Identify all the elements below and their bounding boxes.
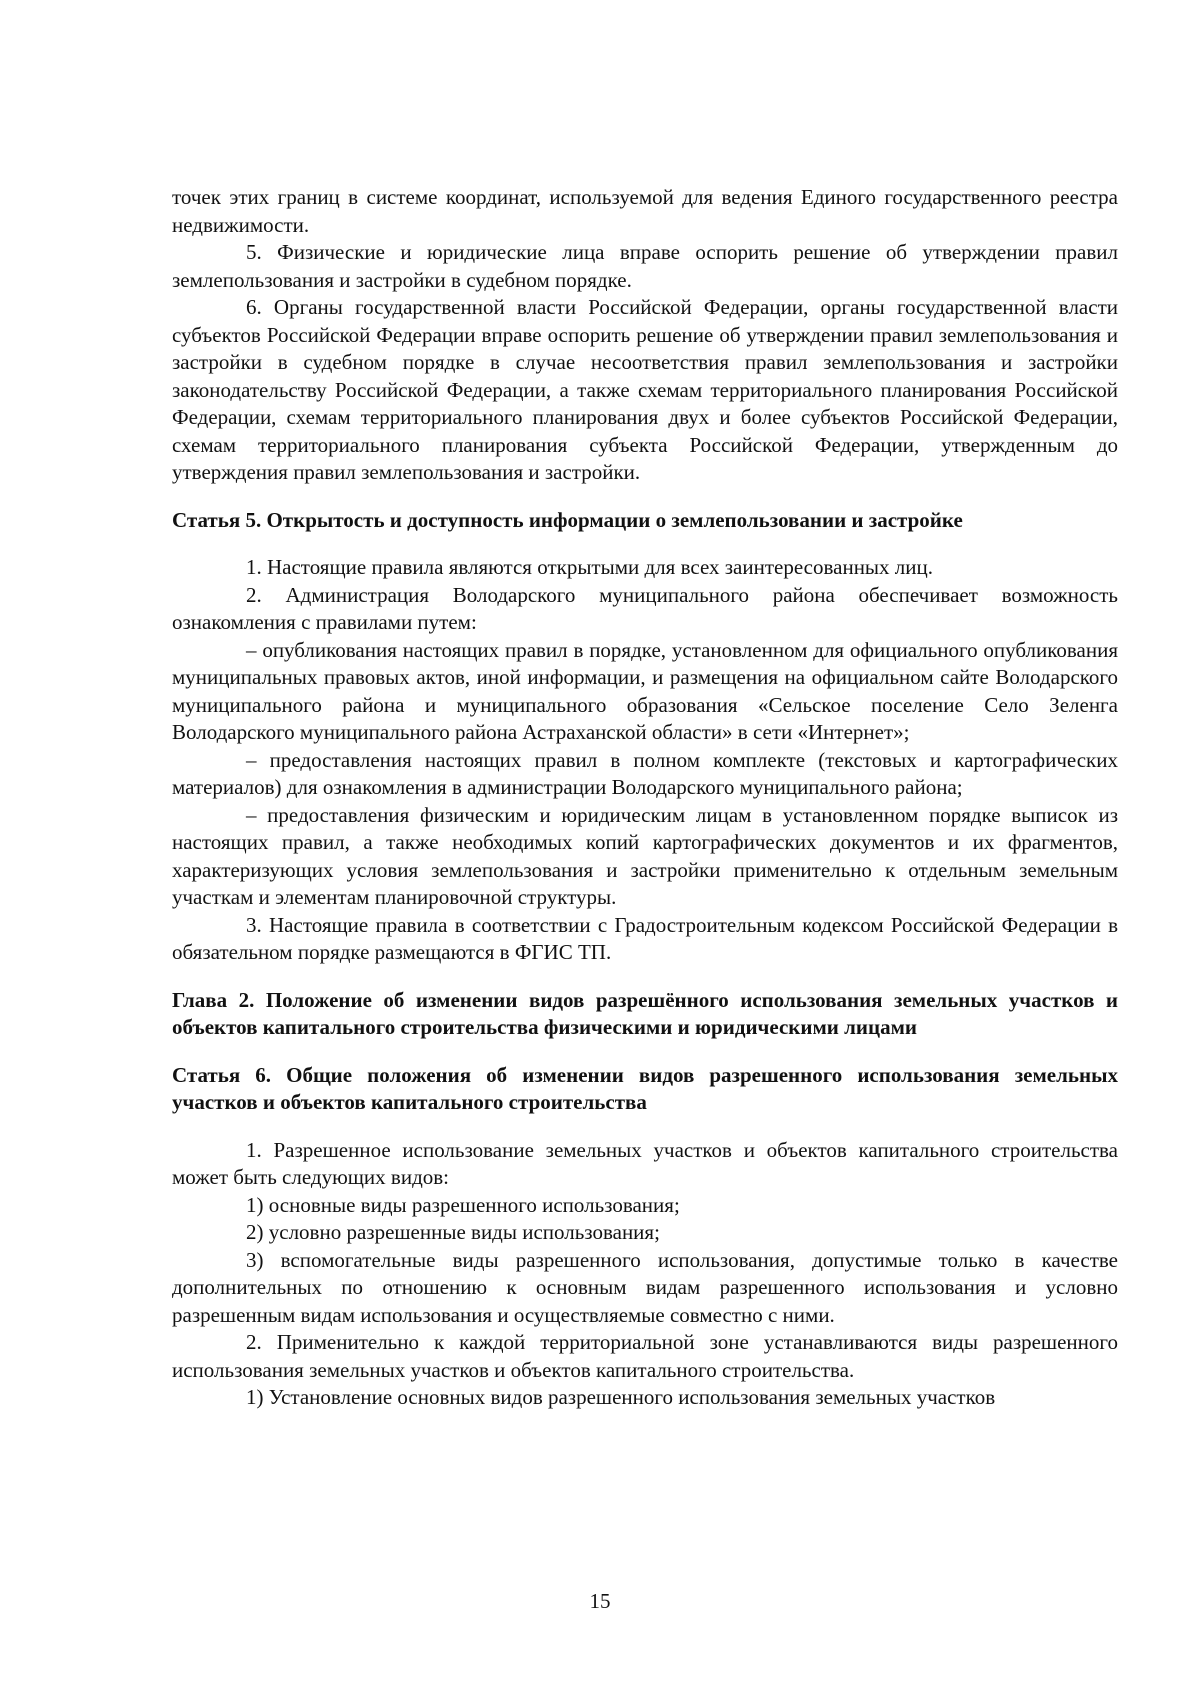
article-5-list-item: – опубликования настоящих правил в порядке, установленном для официального опубликования муниципальных правовых актов, иной информации, и размещения на официальном сайте Володарского муниципального района и муниципального образования «Сельское поселение Село Зеленга Володарского муниципального района Астраханской области» в сети «Интернет»; bbox=[172, 637, 1118, 744]
article-5-heading: Статья 5. Открытость и доступность информации о землепользовании и застройке bbox=[172, 507, 963, 532]
article-6-heading: Статья 6. Общие положения об изменении видов разрешенного использования земельных участков и объектов капитального строительства bbox=[172, 1062, 1118, 1114]
article-6-list-item: 3) вспомогательные виды разрешенного использования, допустимые только в качестве дополнительных по отношению к основным видам разрешенного использования и условно разрешенным видам использования и осуществляемые совместно с ними. bbox=[172, 1247, 1118, 1327]
article-6-list-item: 2) условно разрешенные виды использования; bbox=[246, 1220, 660, 1244]
article-6-item: 1. Разрешенное использование земельных участков и объектов капитального строительства может быть следующих видов: bbox=[172, 1137, 1118, 1189]
article-5-list-item: – предоставления физическим и юридическим лицам в установленном порядке выписок из настоящих правил, а также необходимых копий картографических документов и их фрагментов, характеризующих условия землепользования и застройки применительно к отдельным земельным участкам и элементам планировочной структуры. bbox=[172, 802, 1118, 909]
article-6-list-item: 1) Установление основных видов разрешенного использования земельных участков bbox=[246, 1385, 996, 1409]
article-6-list-item: 1) основные виды разрешенного использования; bbox=[246, 1192, 680, 1217]
document-page bbox=[172, 184, 1118, 1412]
article-5-item: 1. Настоящие правила являются открытыми для всех заинтересованных лиц. bbox=[246, 555, 933, 579]
article-6-item: 2. Применительно к каждой территориальной зоне устанавливаются виды разрешенного использования земельных участков и объектов капитального строительства. bbox=[172, 1330, 1118, 1382]
paragraph-item-5: 5. Физические и юридические лица вправе оспорить решение об утверждении правил землепользования и застройки в судебном порядке. bbox=[172, 240, 1118, 292]
article-5-item: 2. Администрация Володарского муниципального района обеспечивает возможность ознакомления с правилами путем: bbox=[172, 582, 1118, 634]
article-5-item: 3. Настоящие правила в соответствии с Градостроительным кодексом Российской Федерации в обязательном порядке размещаются в ФГИС ТП. bbox=[172, 912, 1118, 964]
article-5-list-item: – предоставления настоящих правил в полном комплекте (текстовых и картографических материалов) для ознакомления в администрации Володарского муниципального района; bbox=[172, 747, 1118, 799]
chapter-2-heading: Глава 2. Положение об изменении видов разрешённого использования земельных участков и объектов капитального строительства физическими и юридическими лицами bbox=[172, 987, 1118, 1039]
paragraph-continuation: точек этих границ в системе координат, используемой для ведения Единого государственного реестра недвижимости. bbox=[172, 185, 1118, 237]
page-number: 15 bbox=[589, 1589, 611, 1613]
paragraph-item-6: 6. Органы государственной власти Российской Федерации, органы государственной власти субъектов Российской Федерации вправе оспорить решение об утверждении правил землепользования и застройки в судебном порядке в случае несоответствия правил землепользования и застройки законодательству Российской Федерации, а также схемам территориального планирования Российской Федерации, схемам территориального планирования двух и более субъектов Российской Федерации, схемам территориального планирования субъекта Российской Федерации, утвержденным до утверждения правил землепользования и застройки. bbox=[172, 295, 1118, 484]
